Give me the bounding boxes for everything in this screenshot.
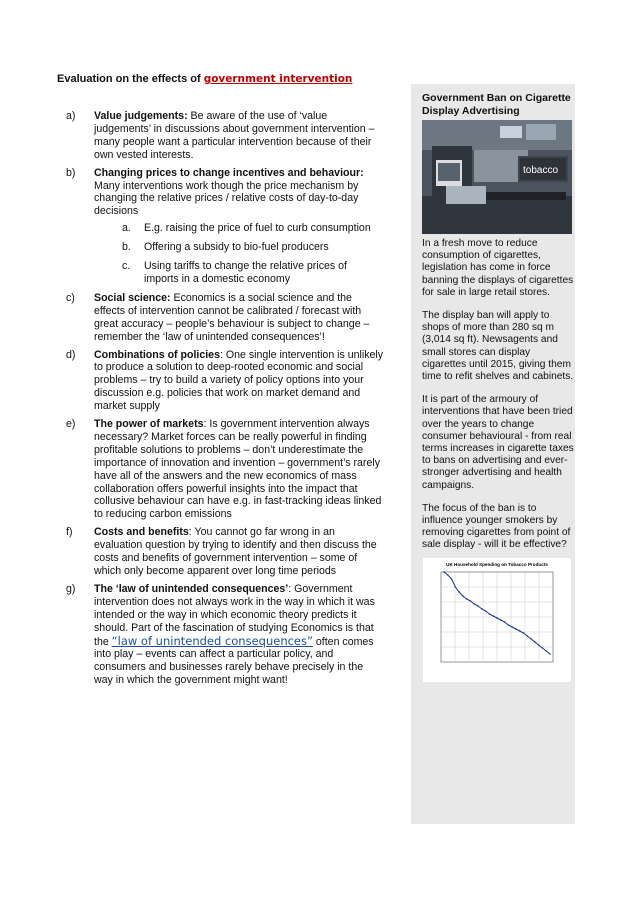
chart-point [458,591,459,592]
chart-point [515,628,516,629]
item-label: b) [66,166,76,179]
chart-point [500,619,501,620]
chart-point [534,641,535,642]
item-text: : You cannot go far wrong in an evaluation question by trying to identify and then discuss the costs and benefits of government intervention – some of which only become apparent over long time periods [94,526,377,577]
chart-point [496,617,497,618]
item-text-continued: often comes into play – events can affect a particular policy, and consumers and businesses rarely behave precisely in the way in which the government might want! [94,635,374,687]
chart-point [489,613,490,614]
tobacco-sign-text: tobacco [523,165,559,176]
list-item [66,167,384,286]
item-title: Combinations of policies [94,348,220,361]
sub-list-item [94,260,384,286]
item-title: Changing prices to change incentives and behaviour: [94,166,364,179]
item-title: Social science: [94,291,171,304]
chart-grid [441,572,553,662]
item-text: Economics is a social science and the effects of intervention cannot be calibrated / forecast with great accuracy – people’s behaviour is subject to change – remember the ‘law of unintended consequences’! [94,291,370,343]
heading-prefix: Evaluation on the effects of [57,73,204,85]
list-item [66,349,384,414]
chart-point [549,653,550,654]
chart-point [504,621,505,622]
photo-illustration [422,120,572,234]
item-text: Many interventions work though the price mechanism by changing the relative prices / relative costs of day-to-day decisions [94,179,359,218]
sidebar-paragraph: It is part of the armoury of interventions that have been tried over the years to change consumer behavioural - from real terms increases in cigarette taxes to bans on advertising and ever-stronger advertising and health campaigns. [422,394,574,491]
chart-point [451,578,452,579]
item-text: : One single intervention is unlikely to produce a solution to deep-rooted economic and social problems – try to build a variety of policy options into your discussion e.g. policies that work on market demand and market supply [94,348,384,413]
sub-list-item [94,241,384,254]
item-label: g) [66,582,76,595]
item-label: d) [66,348,76,361]
sub-item-text: Using tariffs to change the relative prices of imports in a domestic economy [144,260,347,285]
chart-point [546,650,547,651]
sidebar-panel [411,84,575,824]
chart-point [485,610,486,611]
tobacco-display-photo [422,120,572,234]
chart-point [474,603,475,604]
sidebar-text [422,238,574,563]
item-title: The power of markets [94,418,204,431]
item-label: f) [66,526,73,539]
unintended-consequences-link[interactable]: “law of unintended consequences” [111,633,313,648]
sub-item-label: a. [122,222,131,235]
chart-point [470,600,471,601]
sidebar-title: Government Ban on Cigarette Display Advertising [422,92,571,117]
item-text: : Government intervention does not always work in the way in which it was intended or the way in which economic theory predicts it should. Part of the fascination of studying Economics is that the [94,582,375,648]
tobacco-spending-chart [423,558,571,682]
item-title: Costs and benefits [94,526,189,539]
sub-item-text: Offering a subsidy to bio-fuel producers [144,241,329,254]
chart-point [443,571,444,572]
item-text: : Is government intervention always necessary? Market forces can be really powerful in finding profitable solutions to problems – don’t underestimate the importance of innovation and invention – government’s rarely have all of the answers and the new economics of mass collaboration offers powerful insights into the impact that collusive behaviour can have e.g. in fast-tracking ideas linked to reducing carbon emissions [94,418,382,521]
item-title: The ‘law of unintended consequences’ [94,582,289,595]
item-title: Value judgements: [94,110,188,122]
chart-point [511,626,512,627]
chart-point [519,630,520,631]
chart-point [530,638,531,639]
list-item [66,418,384,521]
section-heading [57,73,352,85]
chart-point [481,608,482,609]
evaluation-list [66,110,384,692]
chart-point [466,598,467,599]
chart-point [462,595,463,596]
chart-point [493,615,494,616]
chart-point [455,586,456,587]
list-item [66,292,384,344]
sub-list-item [94,222,384,235]
chart-point [477,605,478,606]
chart-point [538,644,539,645]
item-label: a) [66,110,76,122]
chart-title: UK Household Spending on Tobacco Products [446,562,548,567]
chart-point [508,624,509,625]
heading-link[interactable]: government intervention [203,73,353,85]
chart-point [527,635,528,636]
list-item [66,526,384,578]
item-label: e) [66,418,76,431]
sidebar-paragraph: The focus of the ban is to influence younger smokers by removing cigarettes from point of sale display - will it be effective? [422,502,571,551]
list-item [66,110,384,162]
chart-point [447,574,448,575]
item-text: Be aware of the use of ‘value judgements’ in discussions about government intervention – many people want a particular intervention because of their own vested interests. [94,110,375,161]
sidebar-paragraph: The display ban will apply to shops of more than 280 sq m (3,014 sq ft). Newsagents and small stores can display cigarettes until 2015, giving them time to refit shelves and cabinets. [422,310,574,383]
sub-item-label: c. [122,260,131,273]
chart-point [542,647,543,648]
item-label: c) [66,291,75,304]
list-item [66,583,384,687]
sub-item-label: b. [122,241,131,254]
chart-svg [423,558,571,682]
sidebar-paragraph: In a fresh move to reduce consumption of cigarettes, legislation has come in force banning the displays of cigarettes for sale in large retail stores. [422,238,574,298]
chart-point [523,632,524,633]
sub-item-text: E.g. raising the price of fuel to curb consumption [144,222,371,235]
